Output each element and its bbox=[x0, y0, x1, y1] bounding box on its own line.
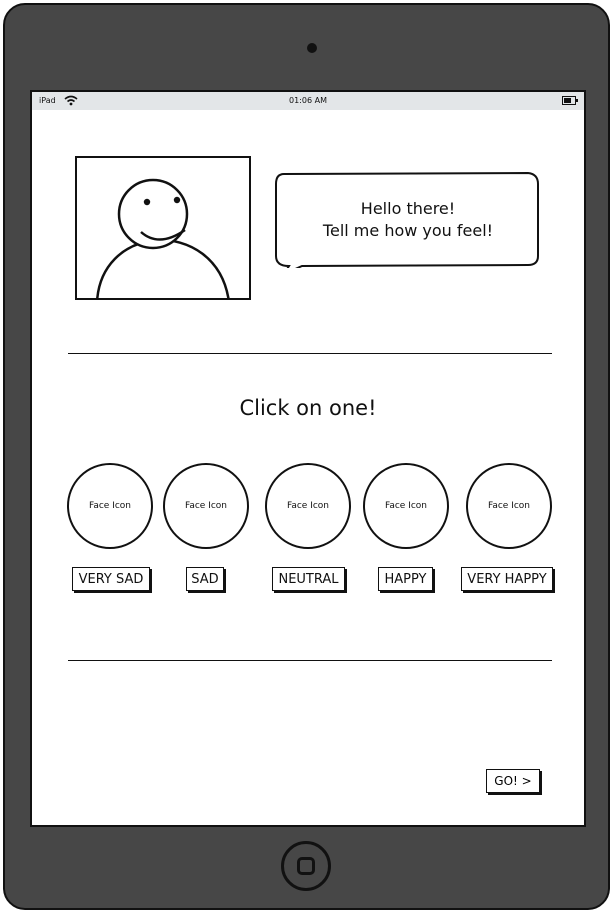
face-icon-sad[interactable]: Face Icon bbox=[163, 463, 249, 549]
ipad-screen bbox=[30, 90, 586, 827]
greeting-text bbox=[280, 198, 536, 242]
greeting-line-1: Hello there! bbox=[360, 199, 456, 218]
user-silhouette-icon bbox=[77, 158, 251, 300]
prompt-heading: Click on one! bbox=[239, 396, 377, 420]
greeting-line-2: Tell me how you feel! bbox=[322, 221, 494, 240]
top-divider bbox=[68, 353, 552, 354]
camera-icon bbox=[307, 43, 317, 53]
avatar-image bbox=[75, 156, 251, 300]
home-square-icon bbox=[297, 857, 315, 875]
very-sad-button[interactable]: VERY SAD bbox=[72, 567, 150, 591]
carrier-label: iPad bbox=[39, 96, 56, 105]
bottom-divider bbox=[68, 660, 552, 661]
sad-button[interactable]: SAD bbox=[186, 567, 224, 591]
battery-icon bbox=[562, 96, 576, 105]
face-icon-neutral[interactable]: Face Icon bbox=[265, 463, 351, 549]
neutral-button[interactable]: NEUTRAL bbox=[272, 567, 345, 591]
face-icon-happy[interactable]: Face Icon bbox=[363, 463, 449, 549]
face-icon-very-sad[interactable]: Face Icon bbox=[67, 463, 153, 549]
home-button[interactable] bbox=[281, 841, 331, 891]
go-button[interactable]: GO! > bbox=[486, 769, 540, 793]
face-icon-very-happy[interactable]: Face Icon bbox=[466, 463, 552, 549]
very-happy-button[interactable]: VERY HAPPY bbox=[461, 567, 553, 591]
status-bar bbox=[32, 92, 584, 110]
happy-button[interactable]: HAPPY bbox=[378, 567, 433, 591]
clock: 01:06 AM bbox=[289, 96, 327, 105]
